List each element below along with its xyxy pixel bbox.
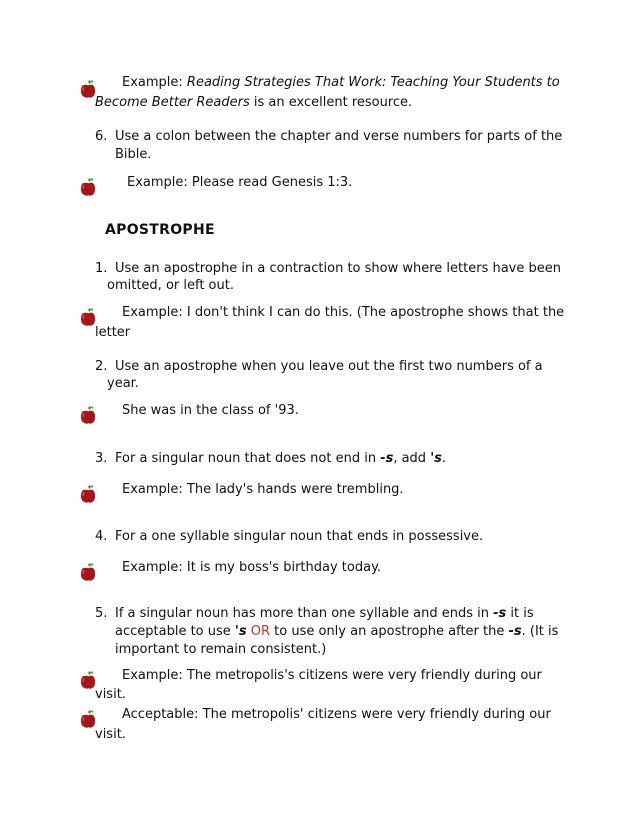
list-number: 4. xyxy=(95,529,108,544)
apple-icon xyxy=(80,710,96,729)
example-line: Example: The metropolis's citizens were very friendly during our xyxy=(122,668,542,683)
suffix-emphasis: -s xyxy=(380,451,394,466)
example-line-continued xyxy=(95,93,412,113)
apple-icon xyxy=(80,308,96,327)
text-run: it is xyxy=(506,606,534,621)
example-line: Example: It is my boss's birthday today. xyxy=(122,560,382,575)
list-number: 2. xyxy=(95,359,108,374)
acceptable-line-continued: visit. xyxy=(95,727,126,742)
list-item-text xyxy=(115,622,558,642)
list-item-text: year. xyxy=(107,376,139,391)
book-title-part1: Reading Strategies That Work: Teaching Your Students to xyxy=(186,75,560,90)
list-item-text xyxy=(115,449,446,469)
text-run: . (It is xyxy=(521,624,559,639)
apple-icon xyxy=(80,671,96,690)
text-run: , add xyxy=(393,451,431,466)
apple-icon xyxy=(80,406,96,425)
list-number: 3. xyxy=(95,451,108,466)
example-line: Example: Please read Genesis 1:3. xyxy=(127,175,353,190)
list-item-text: Use an apostrophe in a contraction to show where letters have been xyxy=(115,261,561,276)
section-heading: APOSTROPHE xyxy=(105,222,215,238)
apple-icon xyxy=(80,485,96,504)
acceptable-line: Acceptable: The metropolis' citizens were very friendly during our xyxy=(122,707,551,722)
book-title-part2: Become Better Readers xyxy=(95,95,250,110)
or-emphasis: OR xyxy=(246,624,271,639)
list-number: 6. xyxy=(95,129,108,144)
example-line-continued: letter xyxy=(95,325,131,340)
list-item-text: Use an apostrophe when you leave out the first two numbers of a xyxy=(115,359,543,374)
example-line: Example: The lady's hands were trembling. xyxy=(122,482,404,497)
example-line-continued: visit. xyxy=(95,687,126,702)
example-line: Example: I don't think I can do this. (The apostrophe shows that the xyxy=(122,305,565,320)
list-number: 5. xyxy=(95,606,108,621)
text-run: . xyxy=(441,451,447,466)
text-run: If a singular noun has more than one syllable and ends in xyxy=(115,606,494,621)
example-line xyxy=(122,73,560,93)
example-line: She was in the class of '93. xyxy=(122,403,299,418)
suffix-emphasis: 's xyxy=(234,624,247,639)
list-item-text: Bible. xyxy=(115,147,152,162)
list-number: 1. xyxy=(95,261,108,276)
text-run: For a singular noun that does not end in xyxy=(115,451,381,466)
apple-icon xyxy=(80,563,96,582)
list-item-text: omitted, or left out. xyxy=(107,278,234,293)
list-item-text: Use a colon between the chapter and verse numbers for parts of the xyxy=(115,129,563,144)
suffix-emphasis: -s xyxy=(493,606,507,621)
text-run: acceptable to use xyxy=(115,624,235,639)
list-item-text xyxy=(115,604,534,624)
suffix-emphasis: -s xyxy=(508,624,522,639)
apple-icon xyxy=(80,178,96,197)
example-prefix: Example: xyxy=(122,75,187,90)
list-item-text: For a one syllable singular noun that ends in possessive. xyxy=(115,529,484,544)
suffix-emphasis: 's xyxy=(430,451,442,466)
example-suffix: is an excellent resource. xyxy=(249,95,413,110)
text-run: to use only an apostrophe after the xyxy=(270,624,509,639)
apple-icon xyxy=(80,80,96,99)
list-item-text: important to remain consistent.) xyxy=(115,642,327,657)
